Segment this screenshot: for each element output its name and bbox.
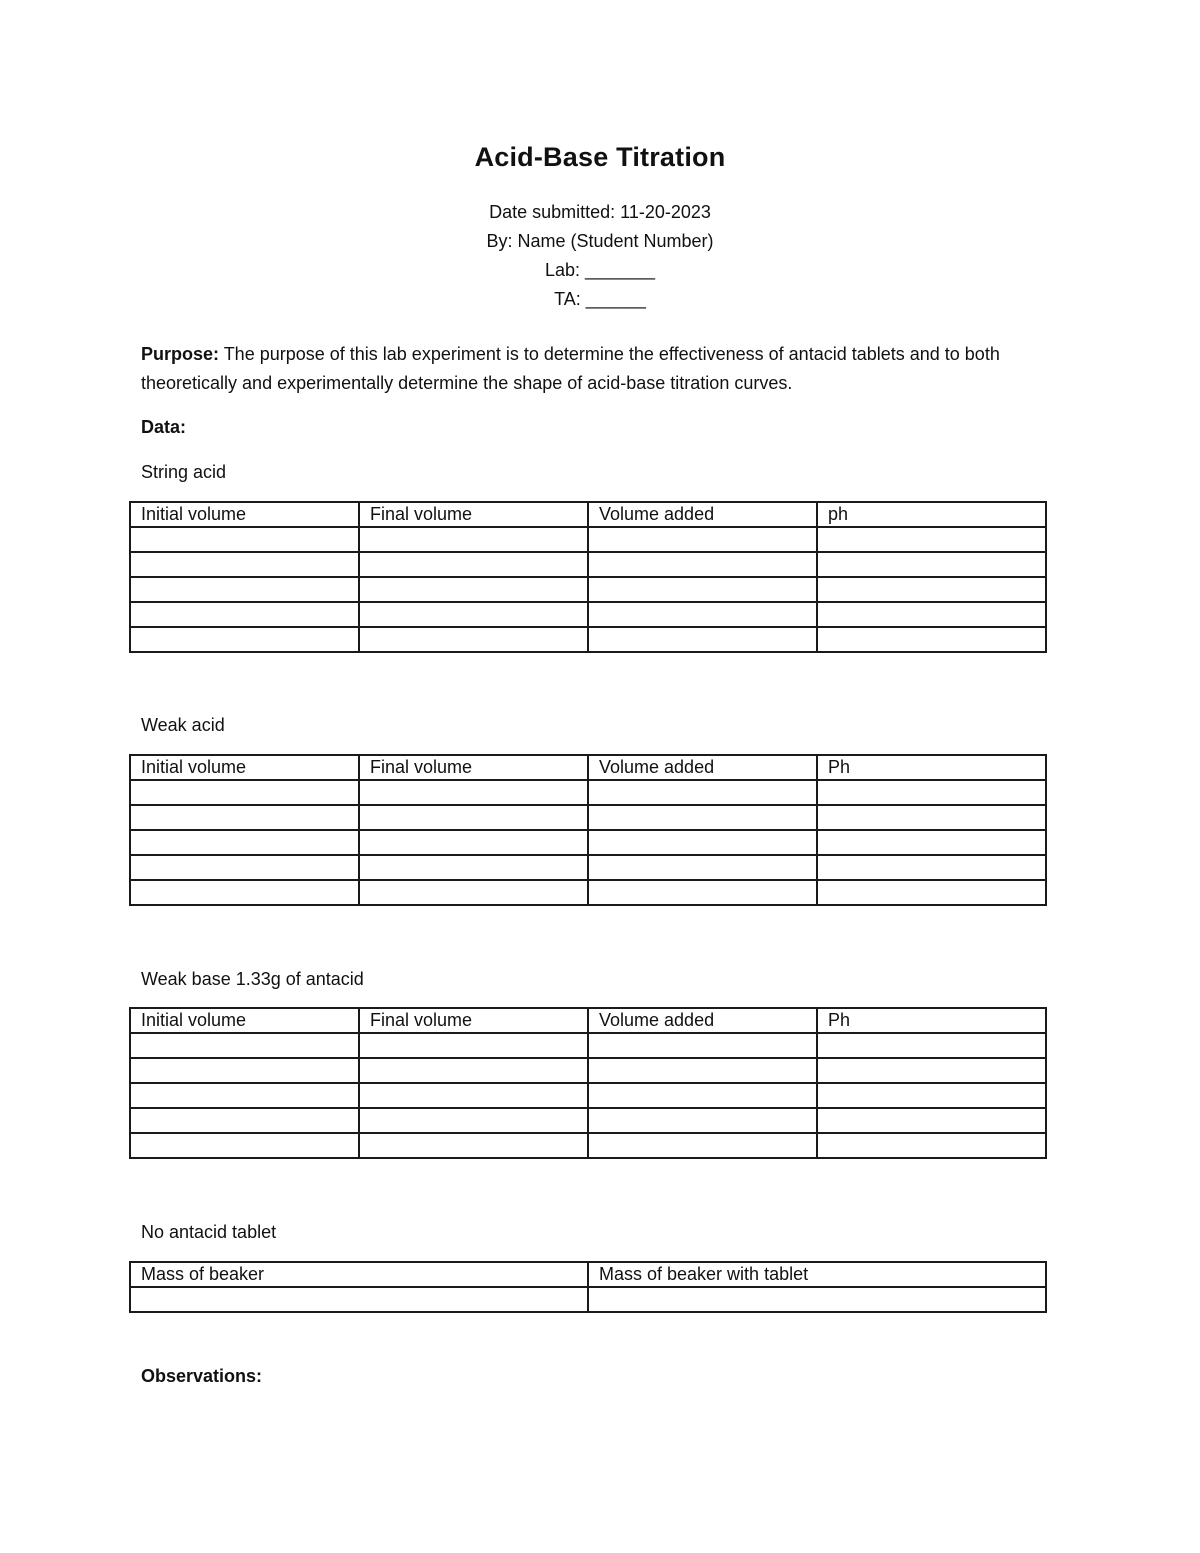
table-cell[interactable] xyxy=(130,830,359,855)
table-cell[interactable] xyxy=(817,627,1046,652)
table-cell[interactable] xyxy=(130,577,359,602)
document-title: Acid-Base Titration xyxy=(474,142,726,172)
header-mass-with-tablet: Mass of beaker with tablet xyxy=(588,1262,1046,1287)
table-cell[interactable] xyxy=(359,552,588,577)
table-cell[interactable] xyxy=(588,1287,1046,1312)
table-cell[interactable] xyxy=(817,602,1046,627)
table-cell[interactable] xyxy=(130,1033,359,1058)
table-header-row xyxy=(130,1262,1046,1287)
table-cell[interactable] xyxy=(130,527,359,552)
table-row xyxy=(130,1133,1046,1158)
table-row xyxy=(130,1033,1046,1058)
string-acid-caption: String acid xyxy=(141,462,227,482)
table-cell[interactable] xyxy=(817,780,1046,805)
weak-acid-table xyxy=(129,754,1047,906)
table-cell[interactable] xyxy=(817,1058,1046,1083)
table-cell[interactable] xyxy=(817,577,1046,602)
weak-base-caption: Weak base 1.33g of antacid xyxy=(141,969,364,989)
table-cell[interactable] xyxy=(130,1108,359,1133)
table-cell[interactable] xyxy=(359,1058,588,1083)
table-cell[interactable] xyxy=(588,1108,817,1133)
table-cell[interactable] xyxy=(359,855,588,880)
table-row xyxy=(130,1108,1046,1133)
header-initial-volume: Initial volume xyxy=(130,755,359,780)
table-cell[interactable] xyxy=(130,1287,588,1312)
table-cell[interactable] xyxy=(130,855,359,880)
table-cell[interactable] xyxy=(130,602,359,627)
table-cell[interactable] xyxy=(588,577,817,602)
no-antacid-table xyxy=(129,1261,1047,1313)
table-cell[interactable] xyxy=(588,1133,817,1158)
table-cell[interactable] xyxy=(359,602,588,627)
table-cell[interactable] xyxy=(130,552,359,577)
table-row xyxy=(130,527,1046,552)
table-cell[interactable] xyxy=(130,1083,359,1108)
data-heading: Data: xyxy=(141,417,187,437)
table-cell[interactable] xyxy=(359,1133,588,1158)
table-row xyxy=(130,552,1046,577)
header-ph: ph xyxy=(817,502,1046,527)
table-cell[interactable] xyxy=(359,627,588,652)
header-ph: Ph xyxy=(817,1008,1046,1033)
table-cell[interactable] xyxy=(359,527,588,552)
table-cell[interactable] xyxy=(130,1058,359,1083)
table-cell[interactable] xyxy=(588,527,817,552)
table-cell[interactable] xyxy=(588,1058,817,1083)
header-mass-of-beaker: Mass of beaker xyxy=(130,1262,588,1287)
table-header-row xyxy=(130,502,1046,527)
no-antacid-caption: No antacid tablet xyxy=(141,1222,277,1242)
table-cell[interactable] xyxy=(359,830,588,855)
table-cell[interactable] xyxy=(588,855,817,880)
table-row xyxy=(130,805,1046,830)
table-cell[interactable] xyxy=(588,830,817,855)
observations-heading: Observations: xyxy=(141,1366,263,1386)
table-cell[interactable] xyxy=(359,1033,588,1058)
table-cell[interactable] xyxy=(588,780,817,805)
weak-base-table xyxy=(129,1007,1047,1159)
header-initial-volume: Initial volume xyxy=(130,1008,359,1033)
header-volume-added: Volume added xyxy=(588,1008,817,1033)
header-final-volume: Final volume xyxy=(359,755,588,780)
table-cell[interactable] xyxy=(588,1033,817,1058)
purpose-label: Purpose: xyxy=(141,344,220,364)
table-cell[interactable] xyxy=(130,805,359,830)
header-initial-volume: Initial volume xyxy=(130,502,359,527)
table-row xyxy=(130,780,1046,805)
header-final-volume: Final volume xyxy=(359,502,588,527)
table-cell[interactable] xyxy=(817,830,1046,855)
table-cell[interactable] xyxy=(359,805,588,830)
table-cell[interactable] xyxy=(359,1083,588,1108)
table-row xyxy=(130,602,1046,627)
table-cell[interactable] xyxy=(588,602,817,627)
table-header-row xyxy=(130,1008,1046,1033)
table-row xyxy=(130,577,1046,602)
header-volume-added: Volume added xyxy=(588,755,817,780)
document-meta xyxy=(0,198,1200,314)
lab-line: Lab: _______ xyxy=(544,260,656,280)
table-cell[interactable] xyxy=(588,627,817,652)
table-cell[interactable] xyxy=(817,1133,1046,1158)
table-cell[interactable] xyxy=(817,855,1046,880)
table-cell[interactable] xyxy=(817,1083,1046,1108)
table-cell[interactable] xyxy=(588,880,817,905)
table-cell[interactable] xyxy=(359,577,588,602)
header-final-volume: Final volume xyxy=(359,1008,588,1033)
table-cell[interactable] xyxy=(817,880,1046,905)
ta-line: TA: ______ xyxy=(554,289,646,309)
purpose-text: The purpose of this lab experiment is to determine the effectiveness of antacid tablets and to both theoretically and experimentally determine the shape of acid-base titration curves. xyxy=(141,344,1000,393)
table-row xyxy=(130,1058,1046,1083)
table-cell[interactable] xyxy=(130,627,359,652)
table-cell[interactable] xyxy=(588,805,817,830)
table-row xyxy=(130,880,1046,905)
date-submitted: Date submitted: 11-20-2023 xyxy=(489,202,711,222)
table-cell[interactable] xyxy=(359,1108,588,1133)
header-ph: Ph xyxy=(817,755,1046,780)
table-cell[interactable] xyxy=(588,552,817,577)
table-row xyxy=(130,830,1046,855)
table-row xyxy=(130,1083,1046,1108)
table-row xyxy=(130,855,1046,880)
table-cell[interactable] xyxy=(817,1108,1046,1133)
table-cell[interactable] xyxy=(588,1083,817,1108)
purpose-paragraph xyxy=(141,340,1061,398)
table-cell[interactable] xyxy=(130,1133,359,1158)
table-cell[interactable] xyxy=(817,552,1046,577)
table-cell[interactable] xyxy=(817,527,1046,552)
string-acid-table xyxy=(129,501,1047,653)
table-row xyxy=(130,627,1046,652)
table-cell[interactable] xyxy=(359,880,588,905)
table-cell[interactable] xyxy=(359,780,588,805)
table-cell[interactable] xyxy=(130,880,359,905)
table-cell[interactable] xyxy=(130,780,359,805)
table-cell[interactable] xyxy=(817,1033,1046,1058)
table-cell[interactable] xyxy=(817,805,1046,830)
author-line: By: Name (Student Number) xyxy=(486,231,714,251)
header-volume-added: Volume added xyxy=(588,502,817,527)
table-header-row xyxy=(130,755,1046,780)
weak-acid-caption: Weak acid xyxy=(141,715,225,735)
table-row xyxy=(130,1287,1046,1312)
